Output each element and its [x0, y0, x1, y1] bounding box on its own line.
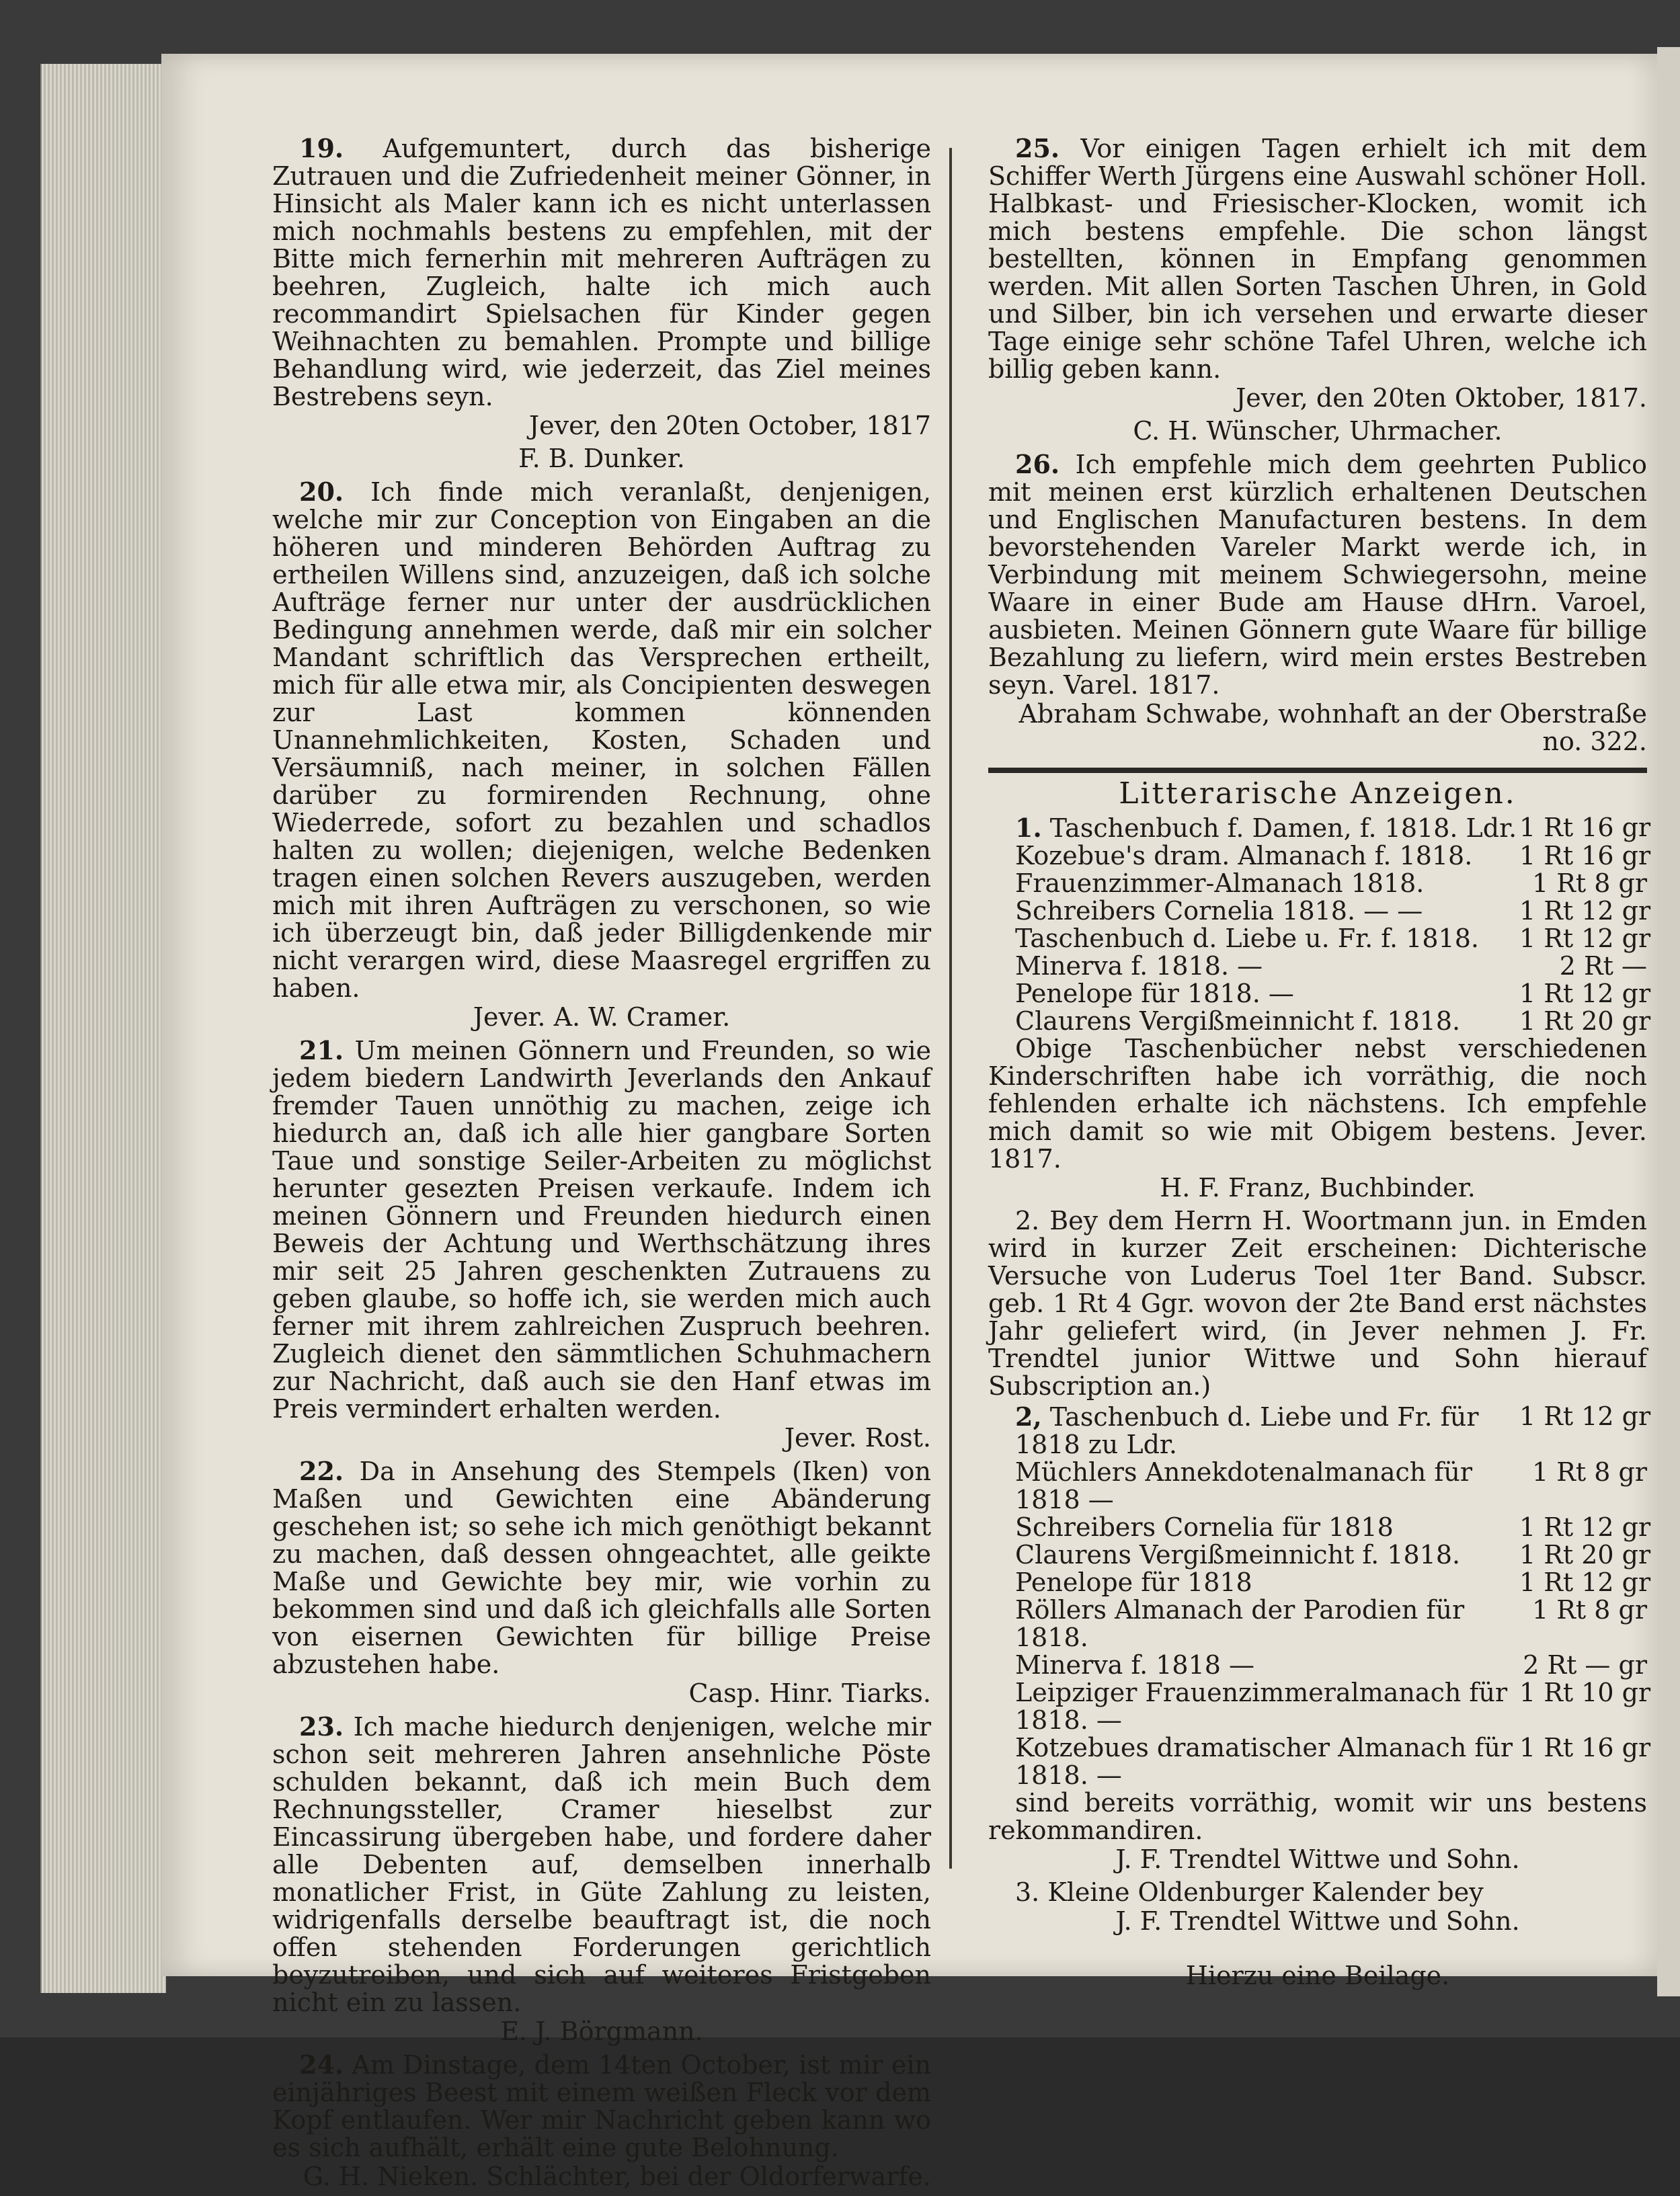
- list-number: 1.: [1015, 813, 1042, 843]
- list-item: [988, 1401, 1651, 1459]
- book-price: 2 Rt — gr: [1523, 1650, 1647, 1680]
- notice-number: 19.: [299, 133, 344, 163]
- book-price: 1 Rt 20 gr: [1519, 1540, 1651, 1570]
- book-title: Taschenbuch d. Liebe und Fr. für 1818 zu Ldr.: [1015, 1402, 1479, 1459]
- notice-text: 2. Bey dem Herrn H. Woortmann jun. in Emden wird in kurzer Zeit erscheinen: Dichterische Versuche von Luderus Toel 1ter Band. Subscr. geb. 1 Rt 4 Ggr. wovon der 2te Band erst nächstes Jahr geliefert wird, (in Jever nehmen J. Fr. Trendtel junior Wittwe und Sohn hierauf Subscription an.): [988, 1206, 1647, 1401]
- notice-text: 3. Kleine Oldenburger Kalender bey: [1015, 1877, 1484, 1907]
- book-list-1: [988, 813, 1651, 1036]
- book-price: 1 Rt 10 gr: [1519, 1678, 1651, 1707]
- notice-26: [988, 450, 1647, 756]
- notice-signature-name: C. H. Wünscher, Uhrmacher.: [1133, 416, 1503, 446]
- notice-text: Ich finde mich veranlaßt, denjenigen, welche mir zur Conception von Eingaben an die höheren und minderen Behörden Auftrag zu ertheilen Willens sind, anzuzeigen, daß ich solche Aufträge ferner nur unter der ausdrücklichen Bedingung annehmen werde, daß mir ein solcher Mandant schriftlich das Versprechen ertheilt, mich für alle etwa mir, als Concipienten deswegen zur Last kommen könnenden Unannehmlichkeiten, Kosten, Schaden und Versäumniß, nach meiner, in solchen Fällen darüber zu formirenden Rechnung, ohne Wiederrede, sofort zu bezahlen und schadlos halten zu wollen; diejenigen, welche Bedenken tragen einen solchen Revers auszugeben, werden mich mit ihren Aufträgen zu verschonen, so wie ich überzeugt bin, daß jeder Billigdenkende mir nicht verargen wird, diese Maasregel ergriffen zu haben.: [272, 477, 931, 1003]
- supplement-note: Hierzu eine Beilage.: [1185, 1961, 1450, 1990]
- notice-number: 25.: [1015, 133, 1060, 163]
- list-item: [988, 813, 1651, 843]
- book-title: Taschenbuch f. Damen, f. 1818. Ldr.: [1049, 813, 1517, 843]
- notice-item-3: [988, 1879, 1647, 1935]
- list-item: [988, 924, 1651, 953]
- notice-20: [272, 478, 931, 1031]
- book-title: Claurens Vergißmeinnicht f. 1818.: [1015, 1006, 1461, 1036]
- list-item: [988, 1568, 1651, 1597]
- column-divider: [949, 148, 952, 1869]
- list-item: [988, 1596, 1647, 1652]
- book-price: 1 Rt 8 gr: [1532, 868, 1647, 898]
- notice-text: Vor einigen Tagen erhielt ich mit dem Schiffer Werth Jürgens eine Auswahl schöner Holl. Halbkast- und Friesischer-Klocken, womit ich mich bestens empfehle. Die schon längst bestellten, können in Empfang genommen werden. Mit allen Sorten Taschen Uhren, in Gold und Silber, bin ich versehen und erwarte dieser Tage einige sehr schöne Tafel Uhren, welche ich billig geben kann.: [988, 134, 1647, 384]
- book-title: Taschenbuch d. Liebe u. Fr. f. 1818.: [1015, 924, 1479, 953]
- notice-signature: Jever, den 20ten Oktober, 1817.: [1236, 383, 1647, 413]
- notice-21: [272, 1036, 931, 1452]
- book-title: Claurens Vergißmeinnicht f. 1818.: [1015, 1540, 1461, 1570]
- note-signature: J. F. Trendtel Wittwe und Sohn.: [1115, 1844, 1520, 1874]
- list-item: [988, 1512, 1651, 1542]
- book-price: 1 Rt 12 gr: [1519, 1568, 1651, 1597]
- notice-19: [272, 134, 931, 473]
- notice-number: 21.: [299, 1035, 344, 1065]
- notice-signature: Jever. A. W. Cramer.: [473, 1002, 731, 1032]
- notice-text: Ich empfehle mich dem geehrten Publico mit meinen erst kürzlich erhaltenen Deutschen und Englischen Manufacturen bestens. In dem bevorstehenden Vareler Markt werde ich, in Verbindung mit meinem Schwiegersohn, meine Waare in einer Bude am Hause dHrn. Varoel, ausbieten. Meinen Gönnern gute Waare für billige Bezahlung zu liefern, wird mein erstes Bestreben seyn. Varel. 1817.: [988, 450, 1647, 700]
- book-price: 1 Rt 16 gr: [1519, 841, 1651, 870]
- book-price: 2 Rt —: [1559, 951, 1647, 981]
- note-text: Obige Taschenbücher nebst verschiedenen Kinderschriften habe ich vorräthig, die noch fehlenden erhalte ich nächstens. Ich empfehle mich damit so wie mit Obigem bestens. Jever. 1817.: [988, 1034, 1647, 1174]
- notice-number: 26.: [1015, 449, 1060, 479]
- notice-signature: E. J. Börgmann.: [500, 2017, 703, 2046]
- book-title: Penelope für 1818: [1015, 1568, 1252, 1597]
- list-item: [988, 1540, 1651, 1570]
- book-price: 1 Rt 12 gr: [1519, 1512, 1651, 1542]
- book-title: Penelope für 1818. —: [1015, 979, 1294, 1008]
- notice-number: 20.: [299, 477, 344, 507]
- literary-heading: Litterarische Anzeigen.: [1119, 776, 1517, 811]
- notice-signature: Jever, den 20ten October, 1817: [528, 411, 931, 440]
- notice-text: Da in Ansehung des Stempels (Iken) von Maßen und Gewichten eine Abänderung geschehen ist; so sehe ich mich genöthigt bekannt zu machen, daß dessen ohngeachtet, alle geikte Maße und Gewichte bey mir, wie vorhin zu bekommen sind und daß ich gleichfalls alle Sorten von eisernen Gewichten für billige Preise abzustehen habe.: [272, 1457, 931, 1679]
- notice-signature: J. F. Trendtel Wittwe und Sohn.: [1115, 1906, 1520, 1936]
- list-item: [988, 1652, 1647, 1679]
- notice-24: [272, 2051, 931, 2191]
- book-title: Röllers Almanach der Parodien für 1818.: [1015, 1595, 1465, 1652]
- book-title: Frauenzimmer-Almanach 1818.: [1015, 868, 1425, 898]
- page-stack-edge: [40, 64, 166, 1993]
- list-number: 2,: [1015, 1401, 1042, 1432]
- list-item: [988, 1006, 1651, 1036]
- list-item: [988, 870, 1647, 897]
- book-title: Schreibers Cornelia für 1818: [1015, 1512, 1394, 1542]
- book-title: Müchlers Annekdotenalmanach für 1818 —: [1015, 1457, 1473, 1514]
- left-column: [272, 134, 931, 2196]
- notice-22: [272, 1457, 931, 1707]
- book-price: 1 Rt 16 gr: [1519, 813, 1651, 842]
- list-item: [988, 896, 1651, 926]
- notice-text: Aufgemuntert, durch das bisherige Zutrauen und die Zufriedenheit meiner Gönner, in Hinsicht als Maler kann ich es nicht unterlassen mich nochmahls bestens zu empfehlen, mit der Bitte mich fernerhin mit mehreren Aufträgen zu beehren, Zugleich, halte ich mich auch recommandirt Spielsachen für Kinder gegen Weihnachten zu bemahlen. Prompte und billige Behandlung wird, wie jederzeit, das Ziel meines Bestrebens seyn.: [272, 134, 931, 411]
- book-price: 1 Rt 8 gr: [1532, 1595, 1647, 1625]
- list-1-note: [988, 1035, 1647, 1202]
- book-price: 1 Rt 12 gr: [1519, 1401, 1651, 1431]
- list-item: [988, 952, 1647, 980]
- book-title: Leipziger Frauenzimmeralmanach für 1818. —: [1015, 1678, 1508, 1735]
- notice-signature: G. H. Nieken. Schlächter, bei der Oldorferwarfe.: [303, 2162, 931, 2191]
- notice-23: [272, 1713, 931, 2045]
- section-rule: [988, 768, 1647, 773]
- book-title: Minerva f. 1818 —: [1015, 1650, 1255, 1680]
- book-title: Kotzebues dramatischer Almanach für 1818. —: [1015, 1733, 1513, 1790]
- list-item: [988, 1733, 1651, 1790]
- book-price: 1 Rt 12 gr: [1519, 924, 1651, 953]
- book-price: 1 Rt 12 gr: [1519, 979, 1651, 1008]
- notice-text: Ich mache hiedurch denjenigen, welche mir schon seit mehreren Jahren ansehnliche Pöste schulden bekannt, daß ich mein Buch dem Rechnungssteller, Cramer hieselbst zur Eincassirung übergeben habe, und fordere daher alle Debenten auf, demselben innerhalb monatlicher Frist, in Güte Zahlung zu leisten, widrigenfalls derselbe beauftragt ist, die noch offen stehenden Forderungen gerichtlich beyzutreiben, und sich auf weiteres Fristgeben nicht ein zu lassen.: [272, 1712, 931, 2017]
- book-title: Schreibers Cornelia 1818. — —: [1015, 896, 1423, 926]
- book-list-2: [988, 1401, 1651, 1790]
- list-item: [988, 979, 1651, 1008]
- list-item: [988, 1678, 1651, 1735]
- notice-text: Um meinen Gönnern und Freunden, so wie jedem biedern Landwirth Jeverlands den Ankauf fremder Tauen unnöthig zu machen, zeige ich hiedurch an, daß ich alle hier gangbare Sorten Taue und sonstige Seiler-Arbeiten zu möglichst herunter gesezten Preisen verkaufe. Indem ich meinen Gönnern und Freunden hiedurch einen Beweis der Achtung und Werthschätzung ihres mir seit 25 Jahren geschenkten Zutrauens zu geben glaube, so hoffe ich, sie werden mich auch ferner mit ihrem zahlreichen Zuspruch beehren. Zugleich dienet den sämmtlichen Schuhmachern zur Nachricht, daß auch sie den Hanf etwas im Preis vermindert erhalten werden.: [272, 1036, 931, 1424]
- notice-signature-name: F. B. Dunker.: [518, 444, 685, 473]
- notice-signature: Abraham Schwabe, wohnhaft an der Oberstraße no. 322.: [1018, 699, 1647, 756]
- book-price: 1 Rt 12 gr: [1519, 896, 1651, 926]
- notice-25: [988, 134, 1647, 445]
- book-price: 1 Rt 16 gr: [1519, 1733, 1651, 1762]
- book-title: Kozebue's dram. Almanach f. 1818.: [1015, 841, 1473, 870]
- note-signature: H. F. Franz, Buchbinder.: [1160, 1173, 1476, 1203]
- notice-signature: Casp. Hinr. Tiarks.: [688, 1678, 931, 1708]
- notice-text: Am Dinstage, dem 14ten October, ist mir ein einjähriges Beest mit einem weißen Fleck vor dem Kopf entlaufen. Wer mir Nachricht geben kann wo es sich aufhält, erhält eine gute Belohnung.: [272, 2050, 931, 2162]
- list-item: [988, 841, 1651, 870]
- note-text: sind bereits vorräthig, womit wir uns bestens rekommandiren.: [988, 1788, 1647, 1845]
- book-price: 1 Rt 20 gr: [1519, 1006, 1651, 1036]
- book-title: Minerva f. 1818. —: [1015, 951, 1263, 981]
- right-column: [988, 133, 1651, 1990]
- notice-number: 23.: [299, 1711, 344, 1742]
- list-2-note: [988, 1789, 1647, 1873]
- notice-signature: Jever. Rost.: [784, 1423, 931, 1453]
- book-price: 1 Rt 8 gr: [1532, 1457, 1647, 1487]
- notice-number: 24.: [299, 2049, 344, 2080]
- facing-page-edge: [1657, 47, 1680, 1996]
- notice-number: 22.: [299, 1456, 344, 1486]
- notice-item-2: [988, 1207, 1647, 1400]
- list-item: [988, 1459, 1647, 1514]
